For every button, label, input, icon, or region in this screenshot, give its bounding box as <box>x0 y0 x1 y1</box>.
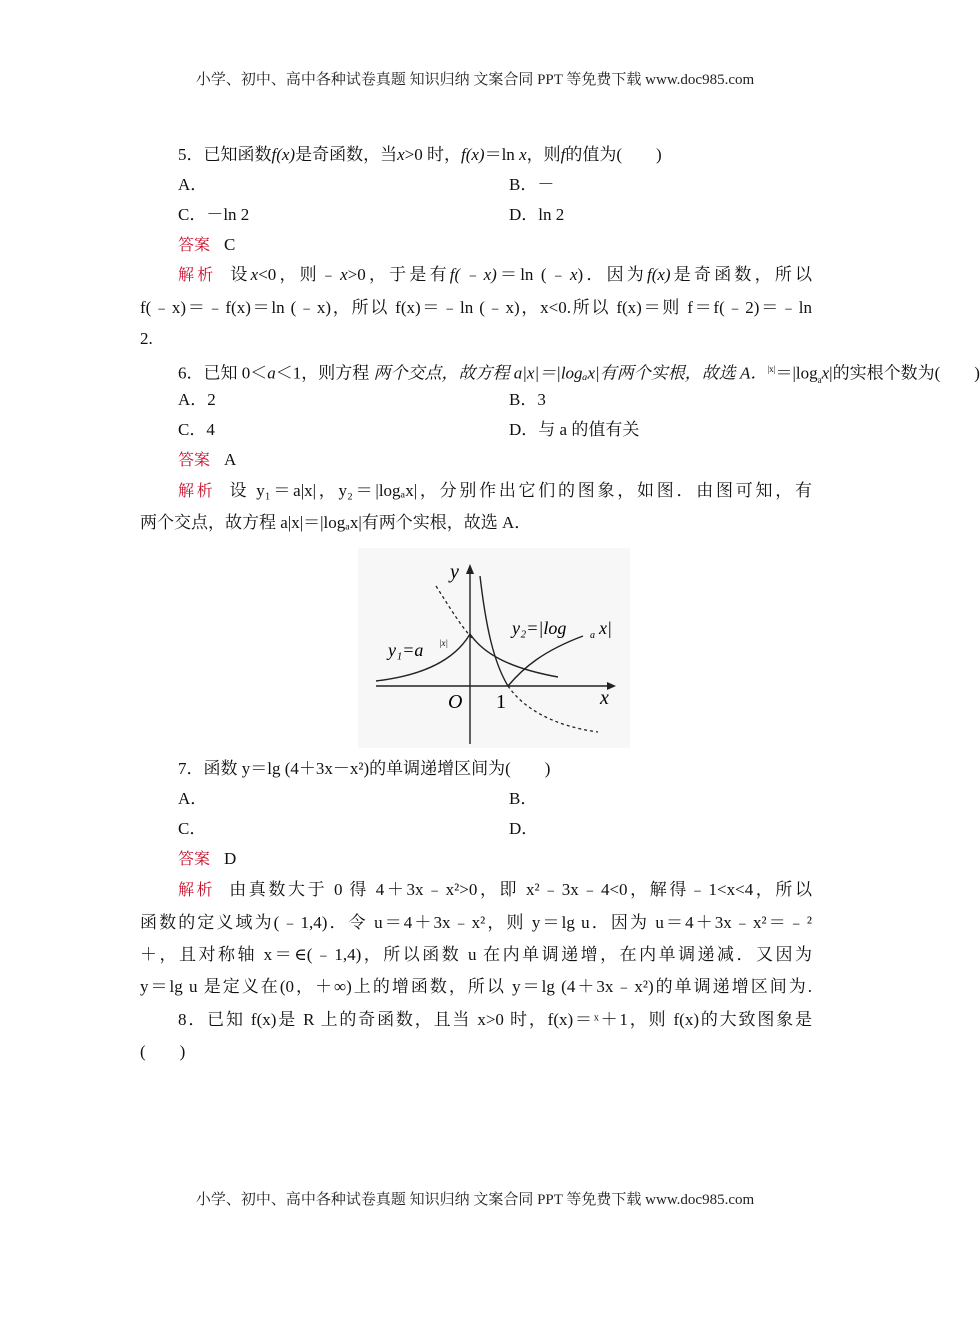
q7-text: 函数 y＝lg (4＋3x－x²)的单调递增区间为( ) <box>203 759 551 778</box>
q5-a-x: x <box>250 265 259 284</box>
q6-analysis-line-1 <box>178 476 812 506</box>
q6-a: a <box>267 363 276 383</box>
q5-analysis-line-3: 2. <box>140 329 153 348</box>
q5-x: x <box>397 145 405 164</box>
q5-option-a: A． <box>178 175 208 194</box>
q5-text: ＝ln <box>484 145 520 164</box>
q7-analysis-line-1 <box>178 875 812 905</box>
q6-a-text: 设 y₁＝a|x|，y₂＝|logₐx|，分别作出它们的图象，如图．由图可知，有 <box>229 481 812 500</box>
q5-text: >0 时， <box>404 145 461 164</box>
q5-a-text: >0，于是有 <box>347 265 450 284</box>
q5-option-b: B．－ <box>509 175 555 194</box>
q5-text: 是奇函数，当 <box>295 145 398 164</box>
q5-a-text: 是奇函数，所以 <box>670 265 813 284</box>
q6-option-c: C．4 <box>178 420 215 439</box>
q5-answer <box>178 230 812 260</box>
analysis-label: 解析 <box>178 481 216 500</box>
q7-analysis-line-4: y＝lg u 是定义在(0，＋∞)上的增函数，所以 y＝lg (4＋3x﹣x²)的单调递增区间为. <box>140 977 812 996</box>
q6-exponent: |x| <box>767 364 776 374</box>
q5-analysis-line-2: f(﹣x)＝﹣f(x)＝ln (﹣x)，所以 f(x)＝﹣ln (﹣x)，x<0.所以 f(x)＝则 f＝f(﹣2)＝﹣ln <box>140 298 812 317</box>
q6-text: ＝|log <box>775 363 818 383</box>
q6-x: x <box>821 363 830 383</box>
function-graph-figure <box>358 548 630 748</box>
y2-label-tail: x| <box>599 618 612 638</box>
q5-text: 的值为( ) <box>565 145 662 164</box>
q5-a-text: 设 <box>230 265 251 284</box>
origin-label: O <box>448 691 463 713</box>
q5-fx: f(x) <box>460 145 485 164</box>
q7-option-a: A． <box>178 789 208 808</box>
q7-analysis-line-2: 函数的定义域为(﹣1,4)．令 u＝4＋3x﹣x²，则 y＝lg u．因为 u＝4＋3x﹣x²＝﹣² <box>140 913 812 932</box>
q6-text: 已知 0＜ <box>203 363 268 383</box>
q7-option-d: D． <box>509 819 539 838</box>
answer-label: 答案 <box>178 849 211 868</box>
q5-a-f: f(﹣x) <box>449 265 497 284</box>
q6-option-d: D．与 a 的值有关 <box>509 420 640 439</box>
q5-a-text: ＝ln (﹣ <box>496 265 570 284</box>
q5-analysis-line-1 <box>178 260 812 290</box>
q5-a-x: x <box>569 265 578 284</box>
question-number: 7． <box>178 759 204 778</box>
q5-a-text: )．因为 <box>577 265 647 284</box>
q5-text: ，则 <box>526 145 561 164</box>
q5-text: 已知函数 <box>203 145 272 164</box>
q7-answer <box>178 844 812 874</box>
y2-label: y₂=|log <box>512 618 567 638</box>
q6-text: |的实根个数为( ) <box>829 363 980 383</box>
q5-f: f <box>560 145 566 164</box>
q7-option-b: B． <box>509 789 538 808</box>
y2-label-subscript: a <box>590 630 595 641</box>
question-number: 8． <box>178 1010 208 1029</box>
y1-label: y₁=a <box>388 640 424 660</box>
q6-analysis-line-2: 两个交点，故方程 a|x|＝|logₐx|有两个实根，故选 A． <box>140 513 532 532</box>
answer-value: C <box>224 235 236 254</box>
analysis-label: 解析 <box>178 265 217 284</box>
page-footer: 小学、初中、高中各种试卷真题 知识归纳 文案合同 PPT 等免费下载 www.doc985.com <box>195 1192 755 1208</box>
page-header: 小学、初中、高中各种试卷真题 知识归纳 文案合同 PPT 等免费下载 www.doc985.com <box>195 72 755 88</box>
q7-a-text: 由真数大于 0 得 4＋3x﹣x²>0，即 x²﹣3x﹣4<0，解得﹣1<x<4，所以 <box>229 880 812 899</box>
q5-option-d: D．ln 2 <box>509 205 565 224</box>
q8-text: 已知 f(x)是 R 上的奇函数，且当 x>0 时，f(x)＝ˣ＋1，则 f(x)的大致图象是 <box>207 1010 812 1029</box>
q6-text: ＜1，则方程 <box>275 363 374 383</box>
tick-label-1: 1 <box>496 691 506 713</box>
answer-value: A <box>224 450 237 469</box>
q5-fx: f(x) <box>271 145 296 164</box>
question-8-stem <box>178 1005 812 1035</box>
q6-option-a: A．2 <box>178 390 216 409</box>
q8-answer-bracket: ( ) <box>140 1042 186 1061</box>
answer-label: 答案 <box>178 235 211 254</box>
q5-option-c: C．－ln 2 <box>178 205 250 224</box>
q5-x: x <box>519 145 527 164</box>
question-number: 5． <box>178 145 204 164</box>
question-7-stem <box>178 754 812 784</box>
q5-a-f: f(x) <box>647 265 671 284</box>
question-6-stem <box>178 354 980 395</box>
x-axis-label: x <box>600 687 609 709</box>
q7-option-c: C． <box>178 819 207 838</box>
q6-answer <box>178 445 812 475</box>
question-number: 6． <box>178 363 204 383</box>
y-axis-label: y <box>450 561 459 583</box>
q5-a-text: <0，则﹣ <box>258 265 341 284</box>
q7-analysis-line-3: ＋，且对称轴 x＝∈(﹣1,4)，所以函数 u 在内单调递增，在内单调递减．又因为 <box>140 945 812 964</box>
y1-label-exponent: |x| <box>439 638 448 648</box>
analysis-label: 解析 <box>178 880 216 899</box>
q6-a: 两个交点，故方程 a|x|＝|logₐx|有两个实根，故选 A． <box>373 363 768 383</box>
q6-subscript: a <box>817 375 822 386</box>
answer-value: D <box>224 849 237 868</box>
q6-option-b: B．3 <box>509 390 546 409</box>
question-5-stem <box>178 140 812 170</box>
answer-label: 答案 <box>178 450 211 469</box>
graph-svg <box>358 548 630 748</box>
q5-a-x: x <box>340 265 348 284</box>
